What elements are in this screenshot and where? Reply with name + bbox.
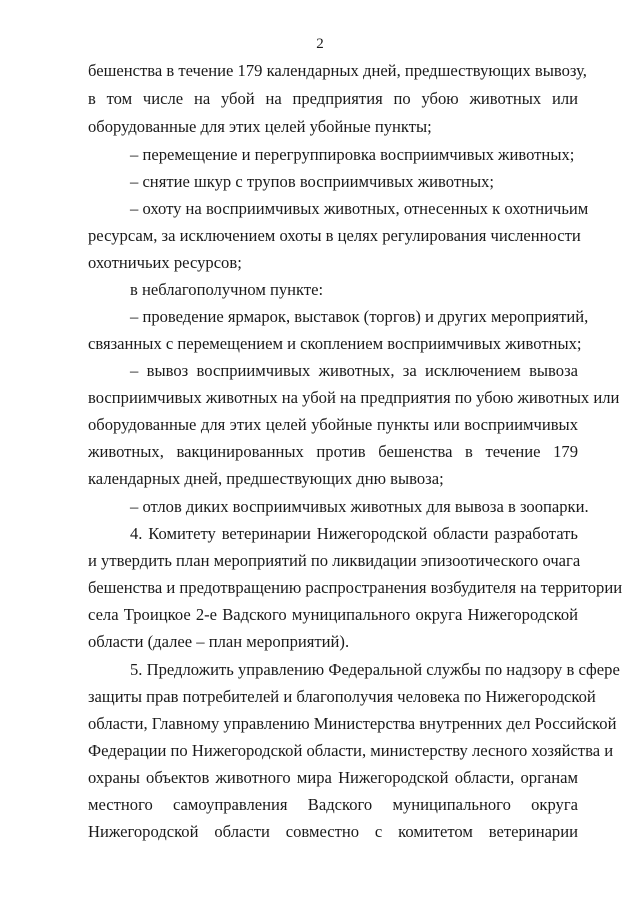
text-line: 4. Комитету ветеринарии Нижегородской области разработать <box>130 524 578 543</box>
text-line: в том числе на убой на предприятия по убою животных или <box>88 89 578 108</box>
text-line: восприимчивых животных на убой на предприятия по убою животных или <box>88 388 620 407</box>
text-line: охраны объектов животного мира Нижегородской области, органам <box>88 768 578 787</box>
text-line: 5. Предложить управлению Федеральной службы по надзору в сфере <box>130 660 620 679</box>
text-line: календарных дней, предшествующих дню вывоза; <box>88 469 444 488</box>
page-number: 2 <box>316 36 324 52</box>
text-line: и утвердить план мероприятий по ликвидации эпизоотического очага <box>88 551 581 570</box>
text-line: – вывоз восприимчивых животных, за исключением вывоза <box>130 361 578 380</box>
text-line: бешенства в течение 179 календарных дней, предшествующих вывозу, <box>88 61 587 80</box>
text-line: – снятие шкур с трупов восприимчивых животных; <box>130 172 495 191</box>
text-line: животных, вакцинированных против бешенства в течение 179 <box>88 442 578 461</box>
text-line: Федерации по Нижегородской области, министерству лесного хозяйства и <box>88 741 614 760</box>
text-line: защиты прав потребителей и благополучия человека по Нижегородской <box>88 687 596 706</box>
text-line: охотничьих ресурсов; <box>88 253 242 272</box>
text-line: – охоту на восприимчивых животных, отнесенных к охотничьим <box>130 199 589 218</box>
text-line: оборудованные для этих целей убойные пункты; <box>88 117 432 136</box>
text-line: – перемещение и перегруппировка восприимчивых животных; <box>130 145 575 164</box>
text-line: – отлов диких восприимчивых животных для вывоза в зоопарки. <box>130 497 589 516</box>
text-line: связанных с перемещением и скоплением восприимчивых животных; <box>88 334 582 353</box>
text-line: ресурсам, за исключением охоты в целях регулирования численности <box>88 226 581 245</box>
text-line: бешенства и предотвращению распространения возбудителя на территории <box>88 578 623 597</box>
text-line: Нижегородской области совместно с комитетом ветеринарии <box>88 822 578 841</box>
text-line: оборудованные для этих целей убойные пункты или восприимчивых <box>88 415 578 434</box>
text-line: – проведение ярмарок, выставок (торгов) и других мероприятий, <box>130 307 589 326</box>
text-line: села Троицкое 2-е Вадского муниципального округа Нижегородской <box>88 605 578 624</box>
text-line: в неблагополучном пункте: <box>130 280 324 299</box>
text-line: области (далее – план мероприятий). <box>88 632 350 651</box>
text-line: области, Главному управлению Министерства внутренних дел Российской <box>88 714 617 733</box>
text-line: местного самоуправления Вадского муниципального округа <box>88 795 578 814</box>
